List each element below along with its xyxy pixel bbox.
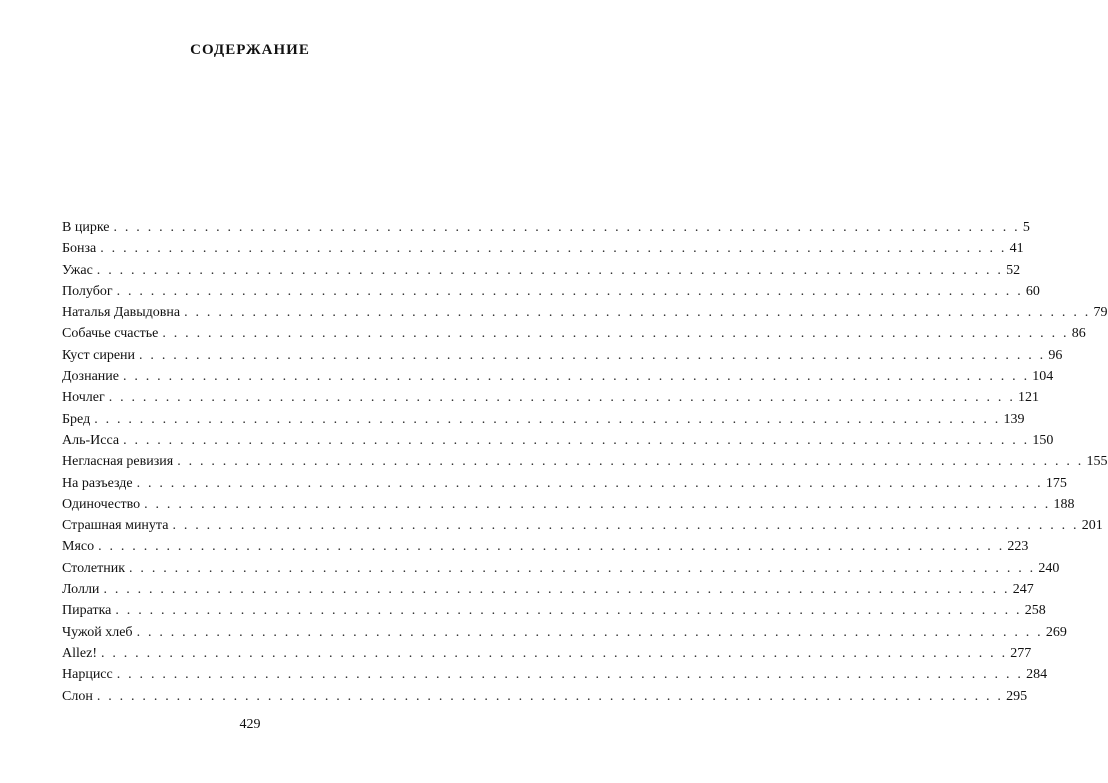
dot-leader: . . . . . . . . . . . . . . . . . . . . . . . . . . . . . . . . . . . . . . . . . . . . . . . . . . . . . . . . . . . . . . . . . . . . . . . . . . . . . . . . <box>123 432 1030 448</box>
toc-entry-title: Собачье счастье <box>62 326 159 342</box>
toc-entry-title: Мясо <box>62 539 95 555</box>
toc-entry-title: Пиратка <box>62 603 112 619</box>
toc-entry-title: Бред <box>62 411 91 427</box>
toc-entry <box>62 600 1046 621</box>
toc-entry-page: 86 <box>1071 326 1086 342</box>
toc-entry <box>62 451 1108 472</box>
toc-entry-page: 240 <box>1038 560 1060 576</box>
toc-entry-page: 277 <box>1010 645 1032 661</box>
toc-entry-page: 150 <box>1032 432 1054 448</box>
toc-entry-title: Дознание <box>62 369 119 385</box>
toc-entry <box>62 643 1032 664</box>
dot-leader: . . . . . . . . . . . . . . . . . . . . . . . . . . . . . . . . . . . . . . . . . . . . . . . . . . . . . . . . . . . . . . . . . . . . . . . . . . . . . . . . <box>100 645 1008 661</box>
toc-entry-page: 269 <box>1045 624 1067 640</box>
toc-entry <box>62 515 1103 536</box>
dot-leader: . . . . . . . . . . . . . . . . . . . . . . . . . . . . . . . . . . . . . . . . . . . . . . . . . . . . . . . . . . . . . . . . . . . . . . . . . . . . . . . . <box>162 326 1069 342</box>
dot-leader: . . . . . . . . . . . . . . . . . . . . . . . . . . . . . . . . . . . . . . . . . . . . . . . . . . . . . . . . . . . . . . . . . . . . . . . . . . . . . . . . <box>139 347 1046 363</box>
toc-entry-page: 121 <box>1018 390 1040 406</box>
toc-entry-page: 155 <box>1086 454 1108 470</box>
toc-entry <box>62 558 1060 579</box>
toc-entry-title: Негласная ревизия <box>62 454 174 470</box>
dot-leader: . . . . . . . . . . . . . . . . . . . . . . . . . . . . . . . . . . . . . . . . . . . . . . . . . . . . . . . . . . . . . . . . . . . . . . . . . . . . . . . . <box>100 241 1007 257</box>
toc-entry-page: 60 <box>1025 283 1040 299</box>
toc-entry-title: Наталья Давыдовна <box>62 305 181 321</box>
toc-entry <box>62 579 1034 600</box>
dot-leader: . . . . . . . . . . . . . . . . . . . . . . . . . . . . . . . . . . . . . . . . . . . . . . . . . . . . . . . . . . . . . . . . . . . . . . . . . . . . . . . . <box>98 539 1005 555</box>
toc-entry-page: 104 <box>1032 369 1054 385</box>
toc-entry <box>62 430 1054 451</box>
toc-entry-title: Столетник <box>62 560 126 576</box>
dot-leader: . . . . . . . . . . . . . . . . . . . . . . . . . . . . . . . . . . . . . . . . . . . . . . . . . . . . . . . . . . . . . . . . . . . . . . . . . . . . . . . . <box>103 582 1010 598</box>
dot-leader: . . . . . . . . . . . . . . . . . . . . . . . . . . . . . . . . . . . . . . . . . . . . . . . . . . . . . . . . . . . . . . . . . . . . . . . . . . . . . . . . <box>172 518 1079 534</box>
toc-entry <box>62 409 1025 430</box>
toc-entry-title: Лолли <box>62 582 100 598</box>
dot-leader: . . . . . . . . . . . . . . . . . . . . . . . . . . . . . . . . . . . . . . . . . . . . . . . . . . . . . . . . . . . . . . . . . . . . . . . . . . . . . . . . <box>96 688 1004 704</box>
toc-entry-title: Полубог <box>62 283 113 299</box>
toc-entry <box>62 281 1040 302</box>
toc-entry <box>62 323 1086 344</box>
dot-leader: . . . . . . . . . . . . . . . . . . . . . . . . . . . . . . . . . . . . . . . . . . . . . . . . . . . . . . . . . . . . . . . . . . . . . . . . . . . . . . . . <box>116 667 1024 683</box>
dot-leader: . . . . . . . . . . . . . . . . . . . . . . . . . . . . . . . . . . . . . . . . . . . . . . . . . . . . . . . . . . . . . . . . . . . . . . . . . . . . . . . . <box>94 411 1001 427</box>
dot-leader: . . . . . . . . . . . . . . . . . . . . . . . . . . . . . . . . . . . . . . . . . . . . . . . . . . . . . . . . . . . . . . . . . . . . . . . . . . . . . . . . <box>116 283 1023 299</box>
toc-entry-title: Аль-Исса <box>62 432 120 448</box>
toc-entry-title: Нарцисс <box>62 667 113 683</box>
toc-entry-title: В цирке <box>62 220 110 235</box>
dot-leader: . . . . . . . . . . . . . . . . . . . . . . . . . . . . . . . . . . . . . . . . . . . . . . . . . . . . . . . . . . . . . . . . . . . . . . . . . . . . . . . . <box>144 496 1051 512</box>
toc-entry-page: 5 <box>1022 220 1030 235</box>
toc-entry-title: Ночлег <box>62 390 105 406</box>
toc-entry-page: 295 <box>1006 688 1028 704</box>
toc-entry-page: 52 <box>1006 262 1021 278</box>
toc-entry-page: 96 <box>1048 347 1063 363</box>
page-title: СОДЕРЖАНИЕ <box>190 42 310 58</box>
dot-leader: . . . . . . . . . . . . . . . . . . . . . . . . . . . . . . . . . . . . . . . . . . . . . . . . . . . . . . . . . . . . . . . . . . . . . . . . . . . . . . . . <box>129 560 1036 576</box>
toc-entry-page: 139 <box>1003 411 1025 427</box>
toc-entry <box>62 366 1054 387</box>
toc-entry-page: 258 <box>1024 603 1046 619</box>
toc-entry <box>62 345 1063 366</box>
page-number: 429 <box>239 717 261 732</box>
toc-entry-title: Бонза <box>62 241 97 257</box>
toc-entry-page: 284 <box>1026 667 1048 683</box>
toc-entry <box>62 473 1067 494</box>
toc-entry-page: 175 <box>1045 475 1067 491</box>
toc-entry-title: Ужас <box>62 262 93 278</box>
toc-entry-page: 201 <box>1081 518 1103 534</box>
toc-entry <box>62 260 1021 281</box>
toc-entry-page: 41 <box>1009 241 1024 257</box>
toc-entry <box>62 536 1029 557</box>
toc-entry <box>62 302 1108 323</box>
toc-entry-title: Куст сирени <box>62 347 136 363</box>
toc-entry-page: 79 <box>1093 305 1108 321</box>
toc-entry-title: Одиночество <box>62 496 141 512</box>
toc-entry <box>62 238 1024 259</box>
toc-entry <box>62 664 1048 685</box>
toc-entry-page: 188 <box>1053 496 1075 512</box>
toc-entry-title: Allez! <box>62 645 97 661</box>
dot-leader: . . . . . . . . . . . . . . . . . . . . . . . . . . . . . . . . . . . . . . . . . . . . . . . . . . . . . . . . . . . . . . . . . . . . . . . . . . . . . . . . <box>177 454 1084 470</box>
dot-leader: . . . . . . . . . . . . . . . . . . . . . . . . . . . . . . . . . . . . . . . . . . . . . . . . . . . . . . . . . . . . . . . . . . . . . . . . . . . . . . . . <box>115 603 1022 619</box>
toc-entry <box>62 622 1067 643</box>
toc-entry-title: Страшная минута <box>62 518 169 534</box>
dot-leader: . . . . . . . . . . . . . . . . . . . . . . . . . . . . . . . . . . . . . . . . . . . . . . . . . . . . . . . . . . . . . . . . . . . . . . . . . . . . . . . . <box>136 624 1043 640</box>
toc-entry <box>62 387 1040 408</box>
dot-leader: . . . . . . . . . . . . . . . . . . . . . . . . . . . . . . . . . . . . . . . . . . . . . . . . . . . . . . . . . . . . . . . . . . . . . . . . . . . . . . . . <box>113 220 1020 235</box>
toc-entry <box>62 494 1075 515</box>
toc-entry <box>62 686 1028 707</box>
toc-entry <box>62 217 1030 238</box>
dot-leader: . . . . . . . . . . . . . . . . . . . . . . . . . . . . . . . . . . . . . . . . . . . . . . . . . . . . . . . . . . . . . . . . . . . . . . . . . . . . . . . . <box>184 305 1091 321</box>
toc-entry-title: Чужой хлеб <box>62 624 133 640</box>
table-of-contents <box>62 217 1108 707</box>
toc-entry-page: 247 <box>1012 582 1034 598</box>
toc-entry-title: Слон <box>62 688 93 704</box>
toc-entry-title: На разъезде <box>62 475 133 491</box>
toc-entry-page: 223 <box>1007 539 1029 555</box>
dot-leader: . . . . . . . . . . . . . . . . . . . . . . . . . . . . . . . . . . . . . . . . . . . . . . . . . . . . . . . . . . . . . . . . . . . . . . . . . . . . . . . . <box>96 262 1004 278</box>
dot-leader: . . . . . . . . . . . . . . . . . . . . . . . . . . . . . . . . . . . . . . . . . . . . . . . . . . . . . . . . . . . . . . . . . . . . . . . . . . . . . . . . <box>136 475 1043 491</box>
dot-leader: . . . . . . . . . . . . . . . . . . . . . . . . . . . . . . . . . . . . . . . . . . . . . . . . . . . . . . . . . . . . . . . . . . . . . . . . . . . . . . . . <box>108 390 1016 406</box>
dot-leader: . . . . . . . . . . . . . . . . . . . . . . . . . . . . . . . . . . . . . . . . . . . . . . . . . . . . . . . . . . . . . . . . . . . . . . . . . . . . . . . . <box>122 369 1030 385</box>
